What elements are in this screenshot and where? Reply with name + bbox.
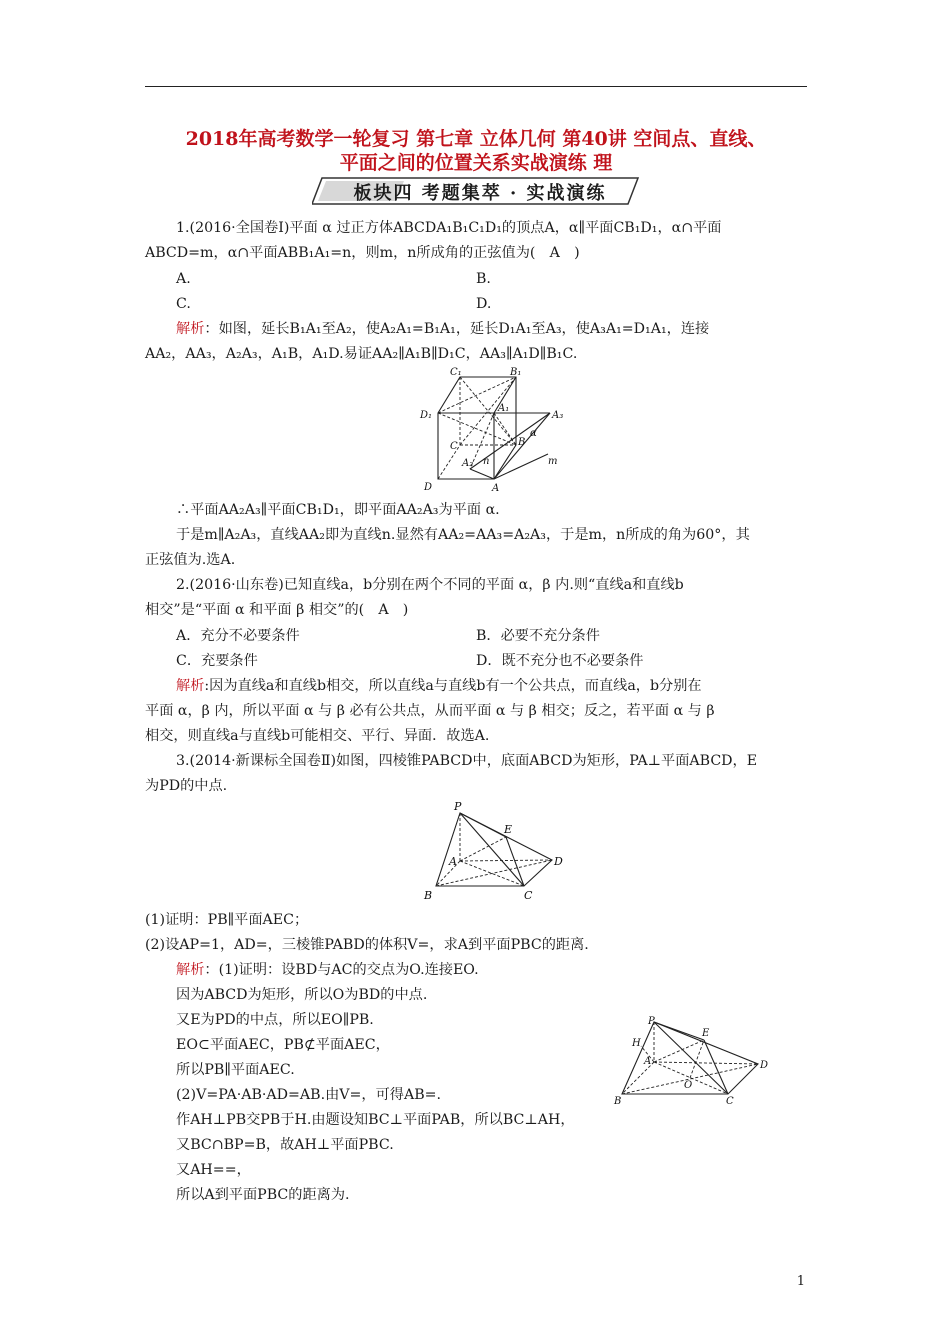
q1-solution-line-2: AA₂，AA₃，A₂A₃，A₁B，A₁D.易证AA₂∥A₁B∥D₁C，AA₃∥A₁D∥B₁C.: [145, 346, 578, 362]
label-d: D: [760, 1060, 769, 1071]
q3-line-2: 为PD的中点.: [145, 778, 228, 794]
label-a: A: [449, 855, 457, 868]
q3-solution-line-10: 所以A到平面PBC的距离为.: [176, 1187, 350, 1203]
q2-solution-line-3: 相交，则直线a与直线b可能相交、平行、异面．故选A.: [145, 728, 490, 744]
q3-solution-line-1: [176, 960, 479, 980]
q1-option-b: B.: [476, 271, 491, 287]
q3-part-2: (2)设AP=1，AD=，三棱锥PABD的体积V=，求A到平面PBC的距离.: [145, 937, 589, 953]
label-d: D: [554, 855, 563, 868]
q3-solution-line-2: 因为ABCD为矩形，所以O为BD的中点.: [176, 987, 428, 1003]
label-c: C: [726, 1096, 734, 1106]
label-o: O: [684, 1080, 693, 1091]
banner-text: 板块四 考题集萃 · 实战演练: [353, 183, 607, 204]
q1-option-c: C.: [176, 296, 191, 312]
doc-title-line-1: 2018年高考数学一轮复习 第七章 立体几何 第40讲 空间点、直线、: [185, 128, 767, 150]
q2-solution-line-1: [176, 676, 702, 696]
pyramid-figure-with-h: [612, 1016, 772, 1106]
q3-solution-line-9: 又AH==，: [176, 1162, 251, 1178]
q2-line-1: 2.(2016·山东卷)已知直线a，b分别在两个不同的平面 α，β 内.则“直线a和直线b: [176, 577, 684, 593]
label-p: P: [454, 800, 462, 813]
q1-line-2: ABCD=m，α∩平面ABB₁A₁=n，则m，n所成角的正弦值为( A ): [145, 245, 580, 261]
q1-line-1: 1.(2016·全国卷Ⅰ)平面 α 过正方体ABCDA₁B₁C₁D₁的顶点A，α∥平面CB₁D₁，α∩平面: [176, 220, 722, 236]
q2-option-a: A．充分不必要条件: [176, 628, 300, 644]
q1-solution-line-5: 正弦值为.选A.: [145, 552, 236, 568]
q2-option-b: B．必要不充分条件: [476, 628, 600, 644]
label-b1: B₁: [510, 367, 522, 378]
page-number: 1: [796, 1274, 805, 1289]
label-d: D: [424, 482, 433, 493]
label-e: E: [702, 1028, 710, 1039]
pyramid-figure: [416, 798, 566, 906]
q3-part-1: (1)证明：PB∥平面AEC；: [145, 912, 309, 928]
solution-label: 解析: [176, 962, 205, 978]
q3-line-1: 3.(2014·新课标全国卷Ⅱ)如图，四棱锥PABCD中，底面ABCD为矩形，PA⊥平面ABCD，E: [176, 753, 758, 769]
label-b: B: [424, 889, 433, 902]
label-a: A: [644, 1056, 652, 1067]
q1-option-a: A.: [176, 271, 191, 287]
q1-solution-text-1: ：如图，延长B₁A₁至A₂，使A₂A₁=B₁A₁，延长D₁A₁至A₃，使A₃A₁=D₁A₁，连接: [204, 321, 710, 337]
label-b: B: [614, 1096, 622, 1106]
header-rule: [145, 86, 807, 87]
label-a3: A₃: [552, 410, 564, 421]
q3-solution-line-4: EO⊂平面AEC，PB⊄平面AEC，: [176, 1037, 390, 1053]
solution-label: 解析: [176, 321, 205, 337]
label-c1: C₁: [450, 367, 462, 378]
q2-option-d: D．既不充分也不必要条件: [476, 653, 644, 669]
label-c: C: [450, 441, 458, 452]
label-a1: A₁: [498, 403, 510, 414]
q3-solution-line-5: 所以PB∥平面AEC.: [176, 1062, 295, 1078]
q2-option-c: C．充要条件: [176, 653, 258, 669]
label-alpha: α: [530, 428, 537, 439]
solution-label: 解析: [176, 678, 205, 694]
q1-solution-line-3: ∴平面AA₂A₃∥平面CB₁D₁，即平面AA₂A₃为平面 α.: [176, 502, 500, 518]
q1-solution-line-4: 于是m∥A₂A₃，直线AA₂即为直线n.显然有AA₂=AA₃=A₂A₃，于是m，n所成的角为60°，其: [176, 527, 750, 543]
cube-figure: [408, 366, 578, 494]
label-e: E: [504, 823, 513, 836]
label-p: P: [648, 1016, 655, 1027]
q3-solution-text-1: ：(1)证明：设BD与AC的交点为O.连接EO.: [204, 962, 479, 978]
label-b: B: [518, 437, 526, 448]
q1-option-d: D.: [476, 296, 492, 312]
label-c: C: [524, 889, 533, 902]
label-a2: A₂: [462, 458, 474, 469]
section-banner: [312, 176, 648, 206]
q2-solution-line-2: 平面 α，β 内，所以平面 α 与 β 必有公共点，从而平面 α 与 β 相交；反之，若平面 α 与 β: [145, 703, 715, 719]
q2-line-2: 相交”是“平面 α 和平面 β 相交”的( A ): [145, 602, 409, 618]
q3-solution-line-8: 又BC∩BP=B，故AH⊥平面PBC.: [176, 1137, 394, 1153]
q3-solution-line-6: (2)V=PA·AB·AD=AB.由V=，可得AB=.: [176, 1087, 442, 1103]
doc-title-line-2: 平面之间的位置关系实战演练 理: [339, 152, 613, 174]
q1-solution-line-1: [176, 319, 709, 339]
label-n: n: [483, 456, 490, 467]
q3-solution-line-7: 作AH⊥PB交PB于H.由题设知BC⊥平面PAB，所以BC⊥AH，: [176, 1112, 575, 1128]
q3-solution-line-3: 又E为PD的中点，所以EO∥PB.: [176, 1012, 374, 1028]
label-h: H: [632, 1038, 641, 1049]
label-d1: D₁: [420, 410, 433, 421]
label-a: A: [492, 483, 500, 494]
q2-solution-text-1: :因为直线a和直线b相交，所以直线a与直线b有一个公共点，而直线a，b分别在: [204, 678, 702, 694]
label-m: m: [548, 456, 558, 467]
